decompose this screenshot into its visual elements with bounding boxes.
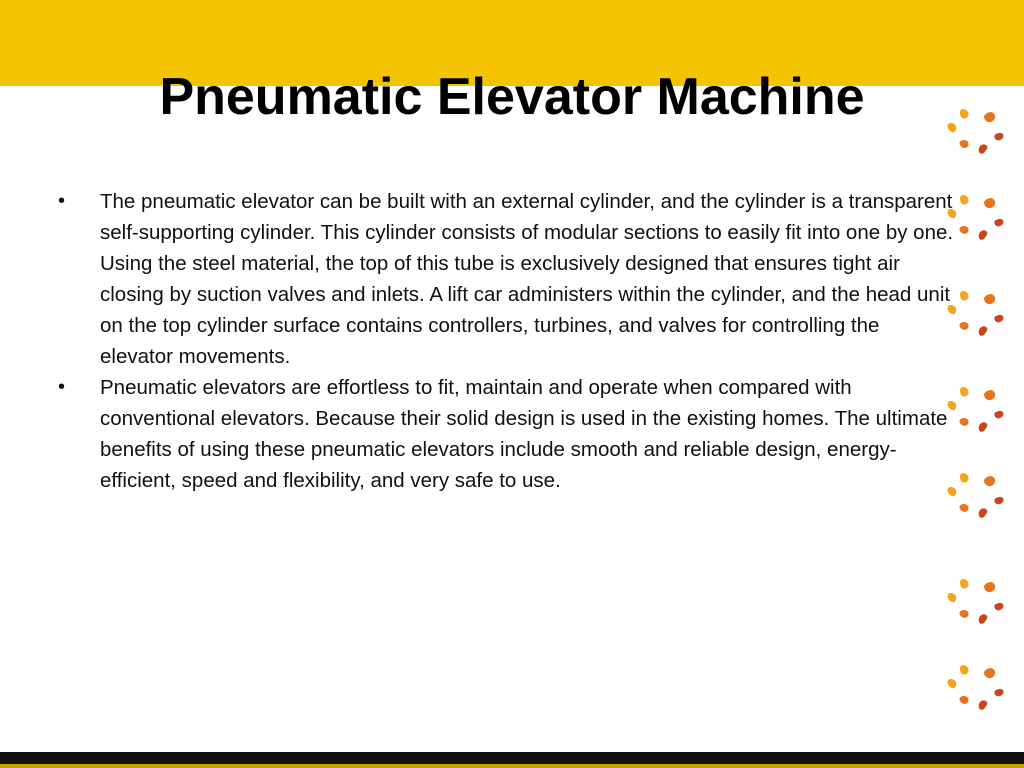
leaf-decoration xyxy=(938,100,1008,730)
bullet-text: The pneumatic elevator can be built with an external cylinder, and the cylinder is a transparent self-supporting cylinder. This cylinder consists of modular sections to easily fit into one by one. Using the steel material, the top of this tube is exclusively designed that ensures tight air closing by suction valves and inlets. A lift car administers within the cylinder, and the head unit on the top cylinder surface contains controllers, turbines, and valves for controlling the elevator movements. xyxy=(100,190,954,368)
slide-title: Pneumatic Elevator Machine xyxy=(159,68,865,126)
bullet-item xyxy=(56,186,956,372)
leaf-cluster-icon xyxy=(948,665,1004,710)
leaf-cluster-icon xyxy=(948,291,1004,336)
footer-stripe xyxy=(0,764,1024,768)
bullet-symbol: • xyxy=(58,190,66,212)
leaf-cluster-icon xyxy=(948,473,1004,518)
leaf-cluster-icon xyxy=(948,387,1004,432)
bullet-item xyxy=(56,372,956,496)
leaf-cluster-icon xyxy=(948,109,1004,154)
leaf-cluster-icon xyxy=(948,195,1004,240)
bullet-symbol: • xyxy=(58,376,66,398)
leaf-cluster-icon xyxy=(948,579,1004,624)
bullet-text: Pneumatic elevators are effortless to fit, maintain and operate when compared with conventional elevators. Because their solid design is used in the existing homes. The ultimate benefits of using these pneumatic elevators include smooth and reliable design, energy-efficient, speed and flexibility, and very safe to use. xyxy=(100,376,948,492)
bullet-list xyxy=(56,186,956,496)
